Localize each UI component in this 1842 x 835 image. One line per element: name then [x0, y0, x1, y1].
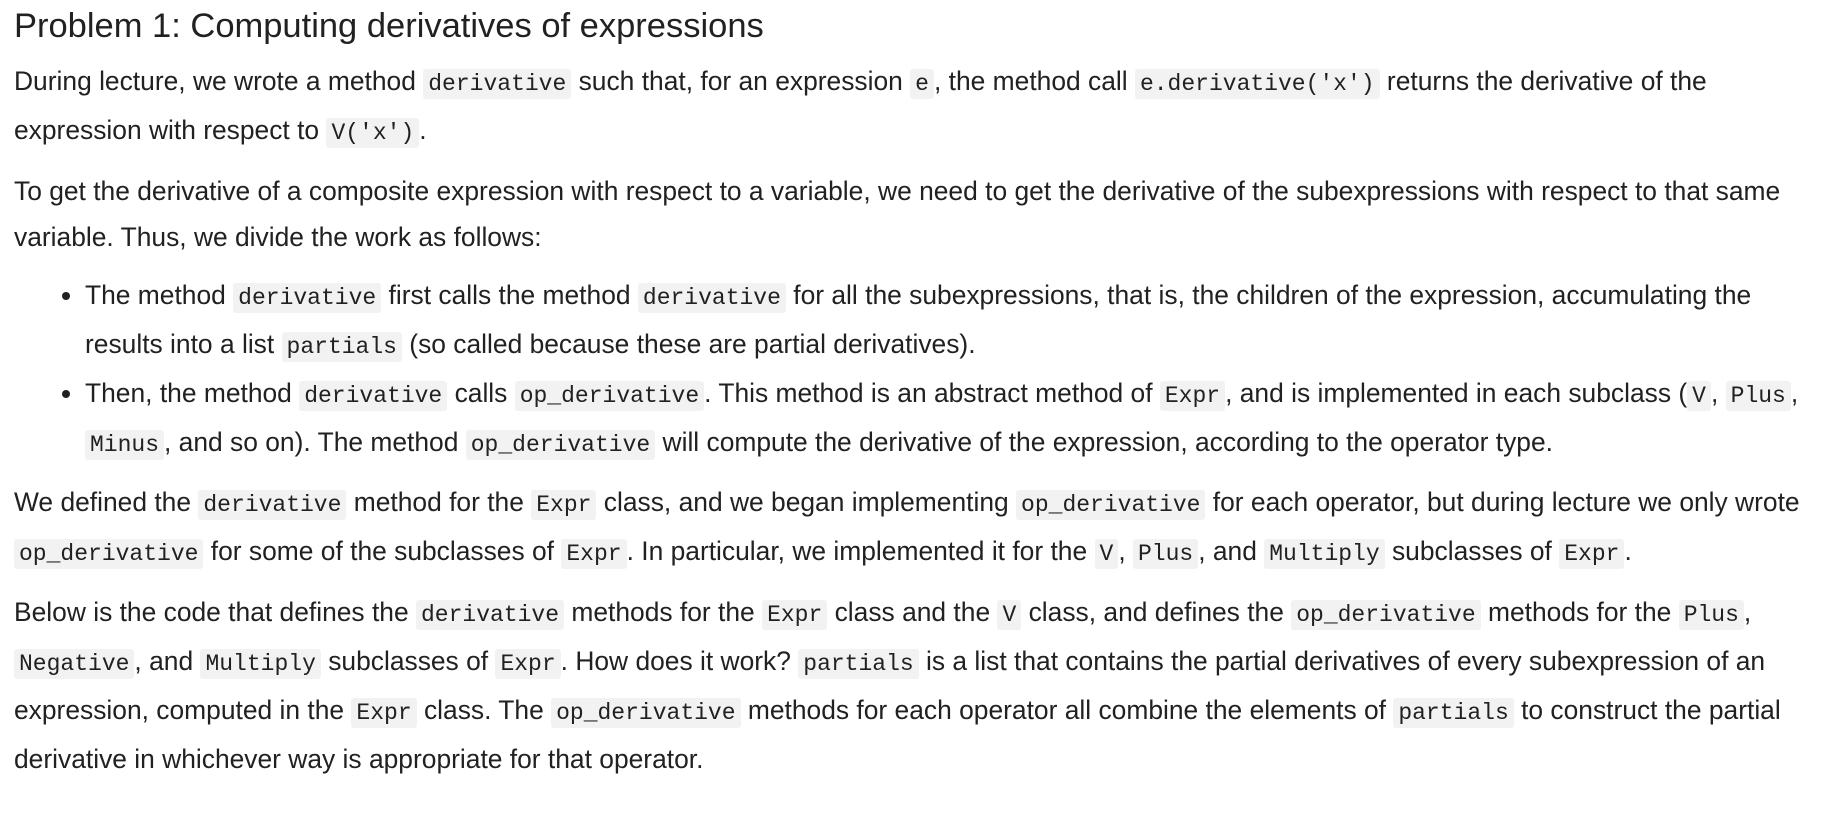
text: , and	[1198, 536, 1265, 566]
code-description-paragraph	[14, 589, 1828, 782]
inline-code: op_derivative	[551, 698, 740, 728]
text: class, and defines the	[1021, 597, 1292, 627]
text: , and	[134, 646, 201, 676]
inline-code: op_derivative	[466, 430, 655, 460]
inline-code: Minus	[85, 430, 164, 460]
inline-code: derivative	[198, 490, 346, 520]
inline-code: Multiply	[1264, 539, 1384, 569]
text: such that, for an expression	[571, 66, 911, 96]
text: calls	[447, 378, 515, 408]
inline-code: op_derivative	[14, 539, 203, 569]
text: .	[1624, 536, 1632, 566]
inline-code: V	[1095, 539, 1119, 569]
text: subclasses of	[320, 646, 496, 676]
text: The method	[85, 280, 234, 310]
inline-code: V('x')	[326, 118, 419, 148]
text: , and is implemented in each subclass (	[1225, 378, 1688, 408]
inline-code: e.derivative('x')	[1135, 69, 1380, 99]
list-item	[85, 272, 1828, 370]
inline-code: op_derivative	[1291, 600, 1480, 630]
text: , the method call	[933, 66, 1135, 96]
list-item	[85, 370, 1828, 468]
inline-code: op_derivative	[1016, 490, 1205, 520]
text: methods for the	[1480, 597, 1679, 627]
text: During lecture, we wrote a method	[14, 66, 424, 96]
text: ,	[1710, 378, 1726, 408]
text: , and so on). The method	[164, 427, 466, 457]
inline-code: Plus	[1133, 539, 1198, 569]
text: . This method is an abstract method of	[704, 378, 1160, 408]
text: for some of the subclasses of	[203, 536, 562, 566]
inline-code: derivative	[299, 381, 447, 411]
text: .	[419, 115, 427, 145]
text: for each operator, but during lecture we only wrote	[1205, 487, 1800, 517]
text: method for the	[346, 487, 532, 517]
inline-code: Plus	[1726, 381, 1791, 411]
inline-code: V	[997, 600, 1021, 630]
steps-list	[14, 272, 1828, 468]
inline-code: derivative	[423, 69, 571, 99]
text: To get the derivative of a composite expression with respect to a variable, we need to get the derivative of the subexpressions with respect to that same variable. Thus, we divide the work as follows:	[14, 176, 1781, 252]
text: methods for the	[564, 597, 763, 627]
inline-code: Expr	[495, 649, 560, 679]
inline-code: partials	[798, 649, 918, 679]
text: subclasses of	[1384, 536, 1560, 566]
inline-code: derivative	[233, 283, 381, 313]
inline-code: partials	[1393, 698, 1513, 728]
text: returns the derivative of the expression with respect to	[14, 66, 1707, 145]
text: class and the	[827, 597, 998, 627]
text: is a list that contains the partial derivatives of every subexpression of an expression, computed in the	[14, 646, 1766, 725]
text: for all the subexpressions, that is, the children of the expression, accumulating the results into a list	[85, 280, 1752, 359]
text: Below is the code that defines the	[14, 597, 416, 627]
text: ,	[1790, 378, 1799, 408]
text: ,	[1743, 597, 1752, 627]
text: will compute the derivative of the expression, according to the operator type.	[655, 427, 1553, 457]
text: class. The	[416, 695, 552, 725]
inline-code: Expr	[351, 698, 416, 728]
inline-code: derivative	[416, 600, 564, 630]
inline-code: partials	[282, 332, 402, 362]
text: methods for each operator all combine the elements of	[740, 695, 1394, 725]
inline-code: derivative	[638, 283, 786, 313]
inline-code: op_derivative	[515, 381, 704, 411]
text: . How does it work?	[560, 646, 799, 676]
inline-code: Expr	[531, 490, 596, 520]
problem-heading: Problem 1: Computing derivatives of expressions	[14, 7, 764, 45]
inline-code: Expr	[1559, 539, 1624, 569]
inline-code: Expr	[1160, 381, 1225, 411]
text: to construct the partial derivative in whichever way is appropriate for that operator.	[14, 695, 1781, 774]
inline-code: Multiply	[200, 649, 320, 679]
inline-code: Expr	[561, 539, 626, 569]
text: ,	[1118, 536, 1133, 566]
implementation-paragraph	[14, 479, 1828, 577]
text: Then, the method	[85, 378, 300, 408]
document	[0, 6, 1842, 782]
inline-code: e	[910, 69, 934, 99]
inline-code: Plus	[1679, 600, 1744, 630]
text: . In particular, we implemented it for the	[626, 536, 1095, 566]
text: class, and we began implementing	[596, 487, 1017, 517]
intro-paragraph	[14, 58, 1828, 156]
text: (so called because these are partial derivatives).	[401, 329, 976, 359]
text: first calls the method	[381, 280, 638, 310]
approach-paragraph	[14, 168, 1828, 260]
text: We defined the	[14, 487, 199, 517]
inline-code: Expr	[762, 600, 827, 630]
inline-code: V	[1687, 381, 1711, 411]
inline-code: Negative	[14, 649, 134, 679]
